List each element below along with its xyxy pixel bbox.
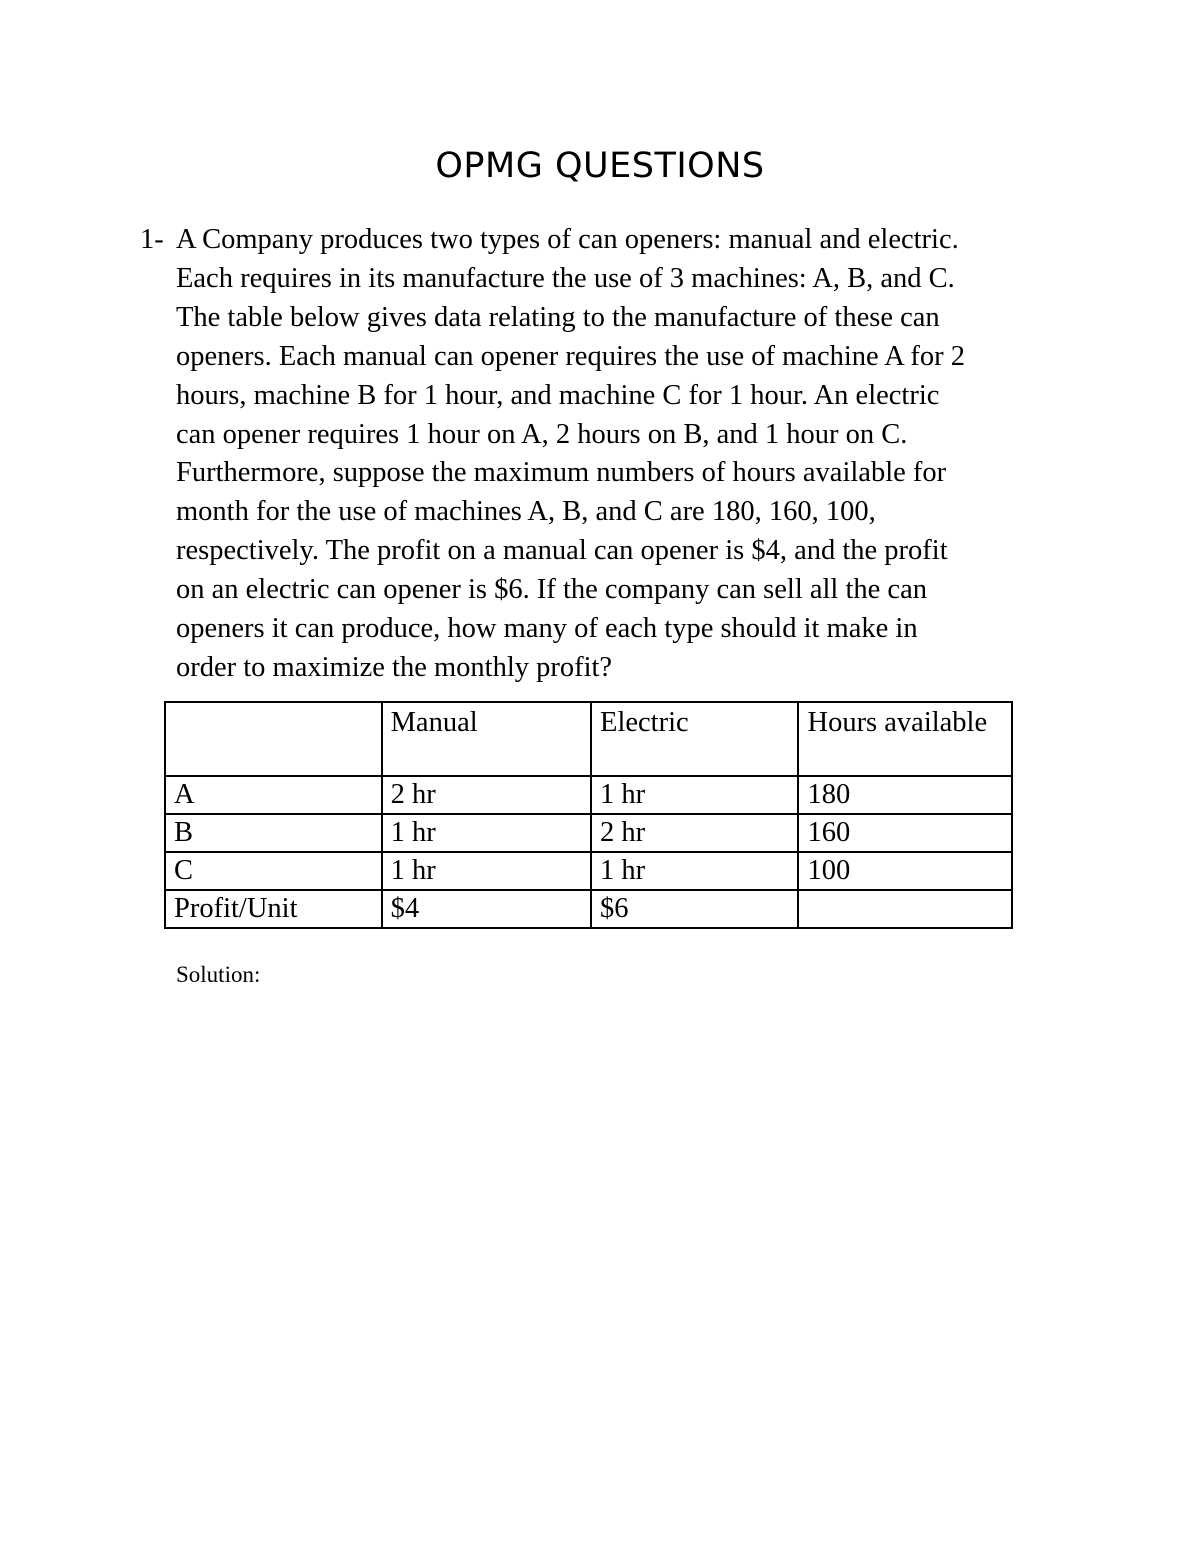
solution-label: Solution:	[176, 962, 261, 987]
table-cell: 1 hr	[382, 852, 591, 890]
question-line: hours, machine B for 1 hour, and machine C for 1 hour. An electric	[176, 379, 940, 411]
table-cell: $4	[382, 890, 591, 928]
table-header-cell: Manual	[382, 702, 591, 776]
question-line: on an electric can opener is $6. If the company can sell all the can	[176, 574, 927, 606]
table-cell: 1 hr	[591, 776, 798, 814]
table-cell: A	[165, 776, 382, 814]
table-row	[165, 776, 1012, 814]
table-cell: C	[165, 852, 382, 890]
question-line: month for the use of machines A, B, and C are 180, 160, 100,	[176, 496, 876, 528]
question-line: openers it can produce, how many of each type should it make in	[176, 613, 918, 645]
question-line: Furthermore, suppose the maximum numbers of hours available for	[176, 457, 947, 489]
page-title: OPMG QUESTIONS	[435, 146, 765, 186]
table-cell: B	[165, 814, 382, 852]
question-line: Each requires in its manufacture the use of 3 machines: A, B, and C.	[176, 262, 955, 294]
question-line: order to maximize the monthly profit?	[176, 651, 613, 683]
table-row	[165, 890, 1012, 928]
table-cell: $6	[591, 890, 798, 928]
table-row	[165, 852, 1012, 890]
question-line: can opener requires 1 hour on A, 2 hours on B, and 1 hour on C.	[176, 418, 908, 450]
table-header-cell	[165, 702, 382, 776]
table-cell: 2 hr	[591, 814, 798, 852]
table-header-cell: Electric	[591, 702, 798, 776]
question-line: openers. Each manual can opener requires the use of machine A for 2	[176, 340, 965, 372]
table-header-row	[165, 702, 1012, 776]
table-cell: 1 hr	[382, 814, 591, 852]
table-cell: 2 hr	[382, 776, 591, 814]
question-line: A Company produces two types of can openers: manual and electric.	[176, 224, 959, 255]
question-text	[176, 221, 1080, 688]
table-cell	[798, 890, 1012, 928]
table-cell: Profit/Unit	[165, 890, 382, 928]
table-cell: 180	[798, 776, 1012, 814]
table-row	[165, 814, 1012, 852]
table-header-cell: Hours available	[798, 702, 1012, 776]
table-cell: 100	[798, 852, 1012, 890]
question-1	[140, 221, 1080, 688]
question-number: 1-	[140, 224, 164, 255]
table-cell: 1 hr	[591, 852, 798, 890]
machine-hours-table	[164, 701, 1013, 929]
question-line: The table below gives data relating to the manufacture of these can	[176, 301, 940, 333]
question-line: respectively. The profit on a manual can opener is $4, and the profit	[176, 535, 948, 567]
table-cell: 160	[798, 814, 1012, 852]
